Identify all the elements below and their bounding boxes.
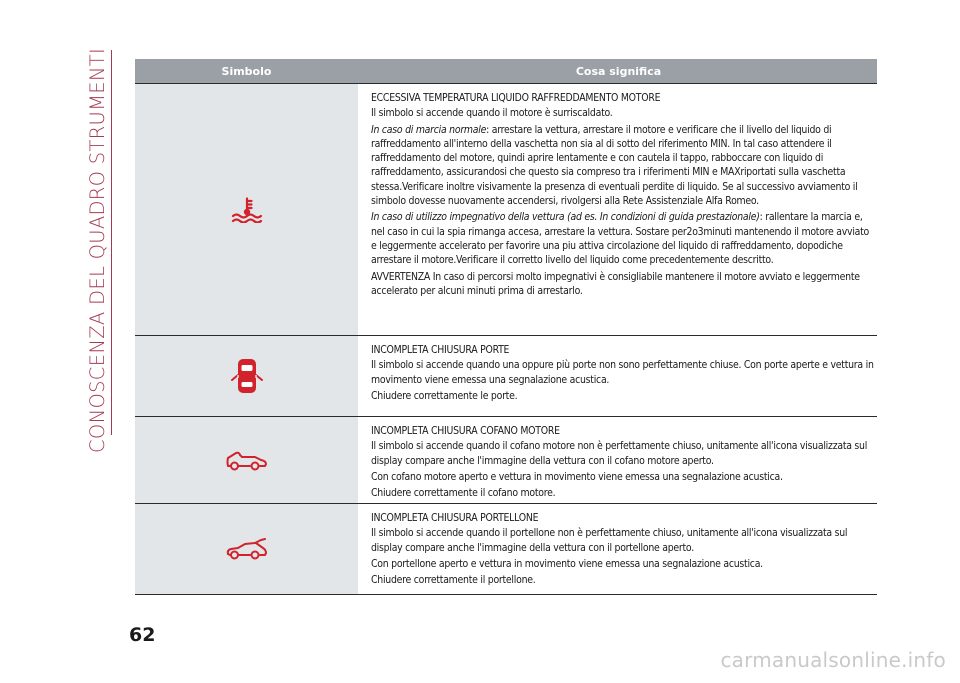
row-title: ECCESSIVA TEMPERATURA LIQUIDO RAFFREDDAMENTO MOTORE	[371, 92, 661, 104]
row-text: In caso di marcia normale: arrestare la vettura, arrestare il motore e verificare che il livello del liquido di raffreddamento all'interno della vaschetta non sia al di sotto del riferimento MIN. In tal caso attendere il raffreddamento del motore, quindi aprire lentamente e con cautela il tappo, rabboccare con liquido di raffreddamento, assicurandosi che questo sia compreso tra i riferimenti MIN e MAXriportati sulla vaschetta stessa.Verificare inoltre visivamente la presenza di eventuali perdite di liquido. Se al successivo avviamento il simbolo dovesse nuovamente accendersi, rivolgersi alla Rete Assistenziale Alfa Romeo.	[371, 123, 858, 208]
meaning-cell	[358, 336, 877, 416]
row-title: INCOMPLETA CHIUSURA COFANO MOTORE	[371, 425, 560, 437]
symbol-cell	[135, 417, 358, 503]
header-meaning: Cosa significa	[575, 64, 662, 78]
table-row	[135, 504, 877, 595]
row-title: INCOMPLETA CHIUSURA PORTELLONE	[371, 512, 539, 524]
row-text: Chiudere correttamente il portellone.	[371, 574, 536, 587]
tailgate-open-icon	[225, 538, 269, 560]
row-text: Il simbolo si accende quando il motore è surriscaldato.	[371, 107, 613, 120]
row-text-emphasis: In caso di utilizzo impegnativo della vettura (ad es. In condizioni di guida prestazionale)	[371, 211, 760, 224]
meaning-cell	[358, 504, 877, 594]
row-text: Il simbolo si accende quando il portellone non è perfettamente chiuso, unitamente all'icona visualizzata sul display compare anche l'immagine della vettura con il portellone aperto.	[371, 527, 848, 554]
symbol-cell	[135, 336, 358, 416]
row-text: Con cofano motore aperto e vettura in movimento viene emessa una segnalazione acustica.	[371, 470, 783, 483]
row-text: Il simbolo si accende quando una oppure più porte non sono perfettamente chiuse. Con porte aperte e vettura in movimento viene emessa una segnalazione acustica.	[371, 359, 874, 386]
symbol-cell	[135, 84, 358, 335]
page-number: 62	[129, 624, 156, 646]
meaning-cell	[358, 417, 877, 503]
row-text: In caso di utilizzo impegnativo della vettura (ad es. In condizioni di guida prestazionale): rallentare la marcia e, nel caso in cui la spia rimanga accesa, arrestare la vettura. Sostare per2o3minuti mantenendo il motore avviato e leggermente accelerato per favorire una piu attiva circolazione del liquido di raffreddamento, dopodiche arrestare il motore.Verificare il corretto livello del liquido come precedentemente descritto.	[371, 211, 870, 267]
symbol-cell	[135, 504, 358, 594]
watermark: carmanualsonline.info	[720, 648, 946, 672]
door-open-icon	[230, 358, 264, 394]
row-text: Chiudere correttamente il cofano motore.	[371, 487, 556, 500]
row-title: INCOMPLETA CHIUSURA PORTE	[371, 344, 510, 356]
table-header	[135, 59, 877, 83]
row-text: Il simbolo si accende quando il cofano motore non è perfettamente chiuso, unitamente all'icona visualizzata sul display compare anche l'immagine della vettura con il cofano motore aperto.	[371, 440, 868, 467]
chapter-divider	[111, 50, 112, 435]
row-text-emphasis: In caso di marcia normale	[371, 123, 487, 136]
chapter-title	[84, 48, 110, 453]
row-text: Con portellone aperto e vettura in movimento viene emessa una segnalazione acustica.	[371, 557, 763, 570]
coolant-temperature-icon	[230, 197, 264, 223]
chapter-title-text: CONOSCENZA DEL QUADRO STRUMENTI	[85, 48, 109, 453]
header-symbol: Simbolo	[221, 64, 272, 78]
table-row	[135, 417, 877, 504]
row-text: Chiudere correttamente le porte.	[371, 389, 518, 402]
hood-open-icon	[225, 449, 269, 471]
warning-lights-table	[135, 59, 877, 595]
table-row	[135, 84, 877, 336]
row-text: AVVERTENZA In caso di percorsi molto impegnativi è consigliabile mantenere il motore avviato e leggermente accelerato per alcuni minuti prima di arrestarlo.	[371, 270, 860, 297]
meaning-cell	[358, 84, 877, 335]
table-row	[135, 336, 877, 417]
